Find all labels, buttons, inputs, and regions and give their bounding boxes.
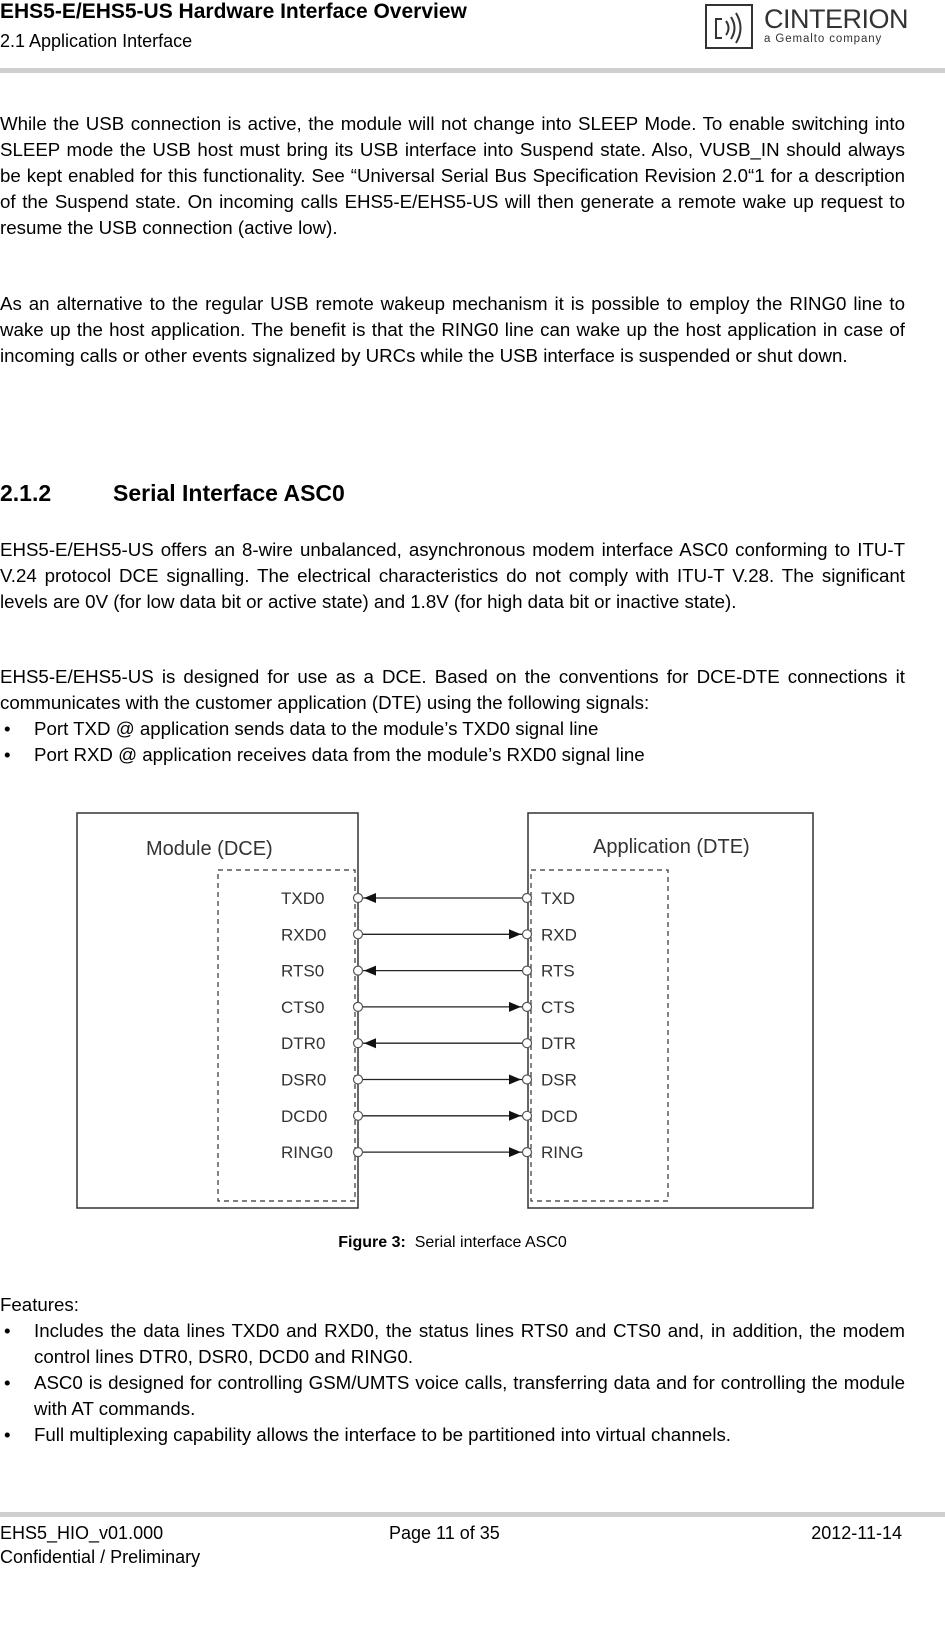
signal-row-dtr0 xyxy=(281,1034,576,1053)
arrow-left-icon xyxy=(364,1038,376,1048)
bullet-dot: • xyxy=(4,1320,11,1341)
usb-sleep-paragraph: While the USB connection is active, the module will not change into SLEEP Mode. To enable switching into SLEEP mode the USB host must bring its USB interface into Suspend state. Also, VUSB_IN should always be kept enabled for this functionality. See “Universal Serial Bus Specification Revision 2.0“1 for a description of the Suspend state. On incoming calls EHS5-E/EHS5-US will then generate a remote wake up request to resume the USB connection (active low). xyxy=(0,113,905,238)
dce-pin xyxy=(354,1148,363,1157)
arrow-right-icon xyxy=(509,1075,521,1085)
dce-signal-label: TXD0 xyxy=(281,889,325,908)
list-item: • Includes the data lines TXD0 and RXD0, the status lines RTS0 and CTS0 and, in addition, the modem control lines DTR0, DSR0, DCD0 and RING0. xyxy=(4,1320,905,1367)
dce-usage-paragraph: EHS5-E/EHS5-US is designed for use as a DCE. Based on the conventions for DCE-DTE connections it communicates with the customer application (DTE) using the following signals: xyxy=(0,666,905,713)
dte-signal-label: DTR xyxy=(541,1034,576,1054)
signal-logo-icon xyxy=(704,2,756,52)
bullet-dot: • xyxy=(4,718,11,739)
signal-bullet-list xyxy=(0,716,905,768)
dce-pin xyxy=(354,1075,363,1084)
signal-row-rxd0 xyxy=(281,925,577,944)
arrow-right-icon xyxy=(509,1147,521,1157)
section-breadcrumb: 2.1 Application Interface xyxy=(0,31,193,51)
footer-rule xyxy=(0,1512,945,1517)
section-title: Serial Interface ASC0 xyxy=(113,480,345,506)
dce-signal-label: RXD0 xyxy=(281,925,327,945)
bullet-dot: • xyxy=(4,744,11,765)
dce-signal-label: RING0 xyxy=(281,1143,333,1163)
dte-pin xyxy=(523,1148,532,1157)
dce-pin xyxy=(354,1111,363,1120)
dce-signal-label: CTS0 xyxy=(281,997,325,1017)
footer-doc-id: EHS5_HIO_v01.000 xyxy=(0,1523,164,1543)
asc0-intro-paragraph: EHS5-E/EHS5-US offers an 8-wire unbalanced, asynchronous modem interface ASC0 conforming to ITU-T V.24 protocol DCE signalling. The electrical characteristics do not comply with ITU-T V.28. The significant levels are 0V (for low data bit or active state) and 1.8V (for high data bit or inactive state). xyxy=(0,539,905,612)
application-title: Application (DTE) xyxy=(593,836,750,858)
section-number: 2.1.2 xyxy=(0,480,52,506)
section-heading xyxy=(0,480,345,507)
signal-rows xyxy=(281,889,584,1162)
list-item: • ASC0 is designed for controlling GSM/UMTS voice calls, transferring data and for controlling the module with AT commands. xyxy=(4,1372,905,1419)
dte-signal-label: DSR xyxy=(541,1070,577,1090)
features-intro: Features: xyxy=(0,1294,79,1315)
features-list xyxy=(0,1318,905,1448)
list-item: • Port TXD @ application sends data to the module’s TXD0 signal line xyxy=(0,716,905,742)
diagram-svg xyxy=(76,808,816,1214)
footer-confidentiality: Confidential / Preliminary xyxy=(0,1547,201,1567)
dce-pin xyxy=(354,894,363,903)
dte-pin xyxy=(523,1002,532,1011)
cinterion-logo xyxy=(704,2,909,52)
dte-signal-label: TXD xyxy=(541,889,575,908)
figure-caption-label: Figure 3: xyxy=(338,1234,406,1251)
dte-pin xyxy=(523,1075,532,1084)
signal-row-dcd0 xyxy=(281,1107,578,1126)
document-title: EHS5-E/EHS5-US Hardware Interface Overview xyxy=(0,0,467,23)
dce-signal-label: DSR0 xyxy=(281,1070,327,1090)
dce-pin xyxy=(354,930,363,939)
arrow-right-icon xyxy=(509,1002,521,1012)
dte-signal-label: RING xyxy=(541,1143,584,1163)
list-item: • Port RXD @ application receives data from the module’s RXD0 signal line xyxy=(0,742,905,768)
dte-pin xyxy=(523,1111,532,1120)
dte-signal-label: RXD xyxy=(541,925,577,945)
header-rule xyxy=(0,68,945,73)
asc0-diagram xyxy=(76,808,816,1214)
dce-signal-label: RTS0 xyxy=(281,961,325,981)
dce-signal-label: DCD0 xyxy=(281,1106,328,1126)
dte-signal-label: DCD xyxy=(541,1106,578,1126)
dte-pin xyxy=(523,930,532,939)
arrow-left-icon xyxy=(364,893,376,903)
logo-tagline: a Gemalto company xyxy=(764,33,883,45)
bullet-dot: • xyxy=(4,1424,11,1445)
logo-wordmark: CINTERION xyxy=(764,4,908,34)
dte-pin xyxy=(523,894,532,903)
arrow-right-icon xyxy=(509,929,521,939)
signal-row-dsr0 xyxy=(281,1071,577,1090)
dte-pin xyxy=(523,1039,532,1048)
arrow-right-icon xyxy=(509,1111,521,1121)
dce-pin xyxy=(354,1039,363,1048)
dte-pin xyxy=(523,966,532,975)
bullet-dot: • xyxy=(4,1372,11,1393)
dte-signal-label: CTS xyxy=(541,997,575,1017)
dte-signal-label: RTS xyxy=(541,961,575,981)
dce-signal-label: DTR0 xyxy=(281,1034,326,1054)
list-item: • Full multiplexing capability allows the interface to be partitioned into virtual channels. xyxy=(0,1422,905,1448)
figure-caption-text: Serial interface ASC0 xyxy=(414,1234,567,1251)
figure-caption xyxy=(0,1234,905,1252)
dce-pin xyxy=(354,1002,363,1011)
module-title: Module (DCE) xyxy=(146,838,273,860)
footer-page-number: Page 11 of 35 xyxy=(389,1523,500,1543)
signal-row-ring0 xyxy=(281,1143,584,1162)
dce-pin xyxy=(354,966,363,975)
ring0-wakeup-paragraph: As an alternative to the regular USB remote wakeup mechanism it is possible to employ the RING0 line to wake up the host application. The benefit is that the RING0 line can wake up the host application in case of incoming calls or other events signalized by URCs while the USB interface is suspended or shut down. xyxy=(0,293,905,366)
arrow-left-icon xyxy=(364,966,376,976)
footer-date: 2012-11-14 xyxy=(811,1523,902,1543)
